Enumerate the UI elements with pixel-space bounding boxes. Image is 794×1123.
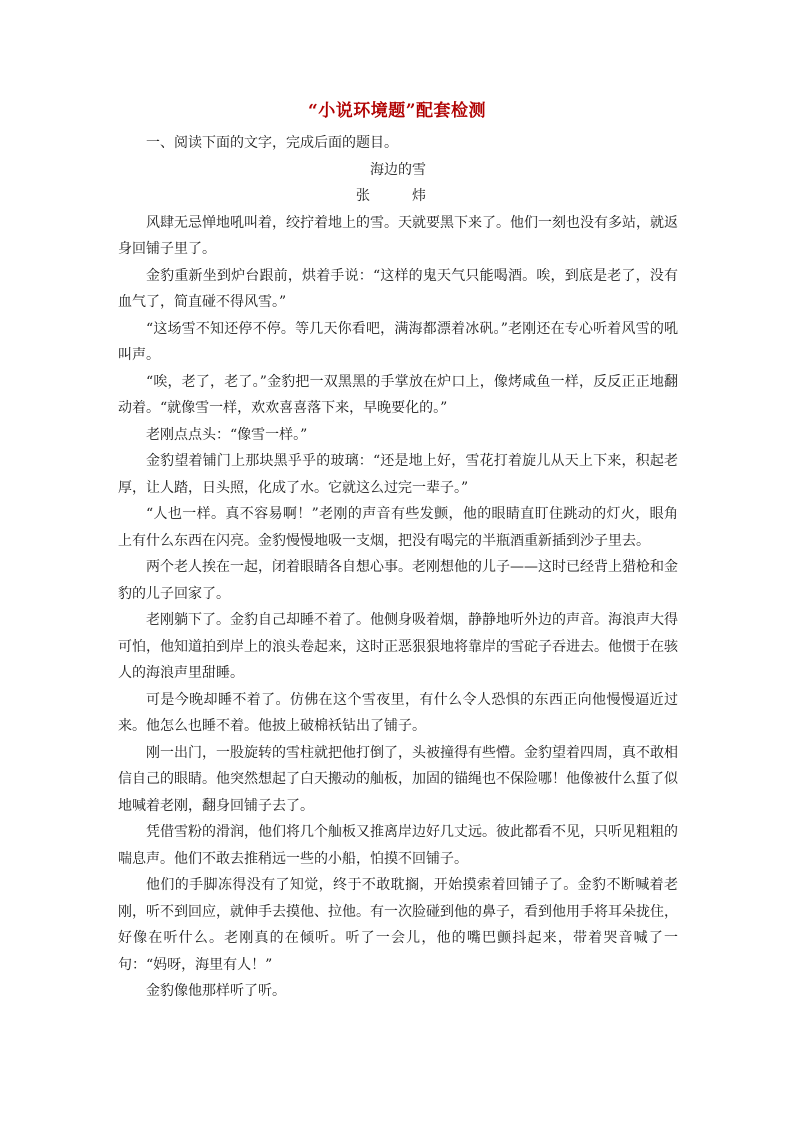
paragraph: 刚一出门，一股旋转的雪柱就把他打倒了，头被撞得有些懵。金豹望着四周，真不敢相信自己的眼睛。他突然想起了白天搬动的舢板，加固的锚绳也不保险哪！他像被什么蜇了似地喊着老刚，翻身回铺子去了。 — [118, 744, 678, 814]
paragraph: 金豹像他那样听了听。 — [146, 983, 286, 999]
paragraph: 他们的手脚冻得没有了知觉，终于不敢耽搁，开始摸索着回铺子了。金豹不断喊着老刚，听不到回应，就伸手去摸他、拉他。有一次脸碰到他的鼻子，看到他用手将耳朵拢住，好像在听什么。老刚真的在倾听。听了一会儿，他的嘴巴颤抖起来，带着哭音喊了一句：“妈呀，海里有人！” — [118, 877, 678, 973]
paragraph: 可是今晚却睡不着了。仿佛在这个雪夜里，有什么令人恐惧的东西正向他慢慢逼近过来。他怎么也睡不着。他披上破棉袄钻出了铺子。 — [118, 691, 678, 734]
paragraph: 风肆无忌惮地吼叫着，绞拧着地上的雪。天就要黑下来了。他们一刻也没有多站，就返身回铺子里了。 — [118, 214, 678, 257]
document-body — [118, 130, 678, 1005]
paragraph: “这场雪不知还停不停。等几天你看吧，满海都漂着冰矾。”老刚还在专心听着风雪的吼叫声。 — [118, 320, 678, 363]
paragraph: 老刚躺下了。金豹自己却睡不着了。他侧身吸着烟，静静地听外边的声音。海浪声大得可怕，他知道拍到岸上的浪头卷起来，这时正恶狠狠地将靠岸的雪砣子吞进去。他惯于在骇人的海浪声里甜睡。 — [118, 612, 678, 681]
document-title: “小说环境题”配套检测 — [307, 101, 487, 121]
paragraph: “唉，老了，老了。”金豹把一双黑黑的手掌放在炉口上，像烤咸鱼一样，反反正正地翻动着。“就像雪一样，欢欢喜喜落下来，早晚要化的。” — [118, 373, 678, 416]
paragraph: 两个老人挨在一起，闭着眼睛各自想心事。老刚想他的儿子——这时已经背上猎枪和金豹的儿子回家了。 — [118, 559, 678, 602]
question-instruction: 一、阅读下面的文字，完成后面的题目。 — [146, 135, 398, 151]
story-author: 张 炜 — [356, 188, 440, 204]
paragraph: “人也一样。真不容易啊！”老刚的声音有些发颤，他的眼睛直盯住跳动的灯火，眼角上有什么东西在闪亮。金豹慢慢地吸一支烟，把没有喝完的半瓶酒重新插到沙子里去。 — [118, 506, 678, 549]
paragraph: 老刚点点头：“像雪一样。” — [146, 426, 308, 443]
paragraph: 金豹望着铺门上那块黑乎乎的玻璃：“还是地上好，雪花打着旋儿从天上下来，积起老厚，让人踏，日头照，化成了水。它就这么过完一辈子。” — [118, 453, 678, 496]
paragraph: 金豹重新坐到炉台跟前，烘着手说：“这样的鬼天气只能喝酒。唉，到底是老了，没有血气了，简直碰不得风雪。” — [118, 267, 678, 310]
paragraph: 凭借雪粉的滑润，他们将几个舢板又推离岸边好几丈远。彼此都看不见，只听见粗粗的喘息声。他们不敢去推稍远一些的小船，怕摸不回铺子。 — [118, 824, 678, 867]
story-title: 海边的雪 — [370, 161, 426, 178]
